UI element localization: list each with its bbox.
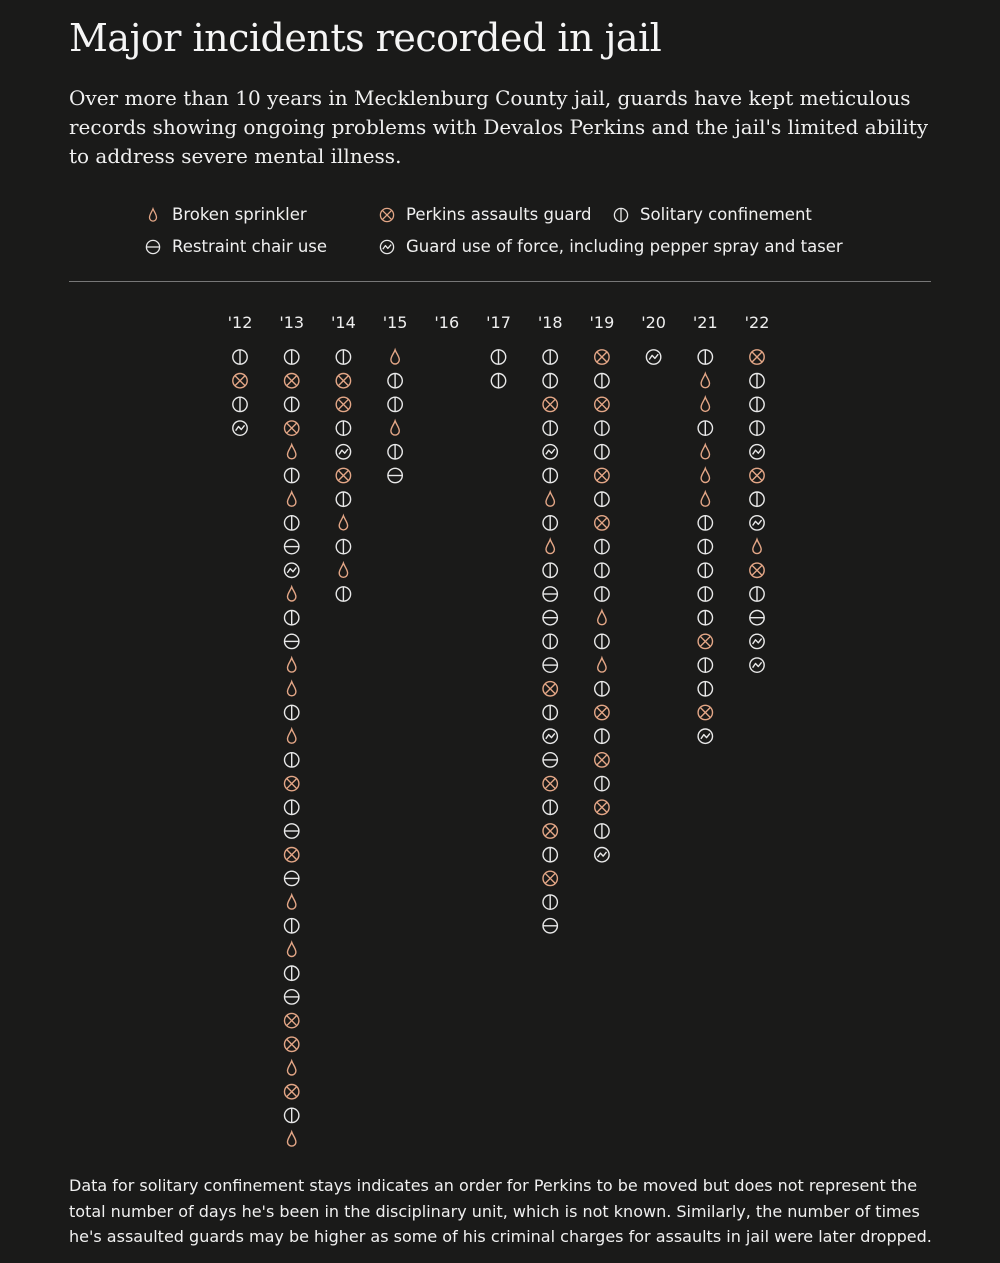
solitary-mark [595, 374, 609, 388]
force-mark [698, 729, 712, 743]
legend-label: Broken sprinkler [172, 205, 307, 224]
year-tick-label: '15 [382, 313, 408, 332]
solitary-mark [698, 682, 712, 696]
restraint-mark [285, 871, 299, 885]
year-tick-label: '19 [589, 313, 615, 332]
sprinkler-mark [391, 350, 399, 364]
force-mark [646, 350, 660, 364]
solitary-mark [543, 468, 557, 482]
force-mark [750, 634, 764, 648]
year-tick-label: '22 [744, 313, 770, 332]
restraint-mark [285, 990, 299, 1004]
sprinkler-mark [288, 1132, 296, 1146]
assault-mark [595, 468, 609, 482]
assault-mark [543, 871, 557, 885]
legend-item-restraint-chair-use [145, 237, 327, 256]
solitary-mark [698, 658, 712, 672]
sprinkler-mark [288, 587, 296, 601]
solitary-mark [285, 516, 299, 530]
solitary-mark [698, 587, 712, 601]
assault-mark [336, 374, 350, 388]
solitary-mark [698, 516, 712, 530]
solitary-mark [595, 421, 609, 435]
legend-item-solitary-confinement [613, 205, 812, 224]
sprinkler-mark [339, 516, 347, 530]
solitary-mark [543, 705, 557, 719]
assault-mark [595, 800, 609, 814]
chart-title: Major incidents recorded in jail [69, 16, 662, 60]
assault-mark [285, 374, 299, 388]
solitary-mark [285, 350, 299, 364]
legend-label: Restraint chair use [172, 237, 328, 256]
circle-horizontal-bar-icon [145, 239, 161, 255]
assault-mark [285, 1037, 299, 1051]
divider [69, 281, 931, 282]
solitary-mark [388, 445, 402, 459]
solitary-mark [595, 539, 609, 553]
solitary-mark [595, 492, 609, 506]
legend-label: Solitary confinement [640, 205, 812, 224]
assault-mark [543, 824, 557, 838]
sprinkler-mark [288, 942, 296, 956]
solitary-mark [543, 634, 557, 648]
restraint-mark [285, 824, 299, 838]
incident-chart [0, 300, 1000, 1160]
solitary-mark [491, 374, 505, 388]
solitary-mark [543, 421, 557, 435]
solitary-mark [750, 421, 764, 435]
sprinkler-mark [339, 563, 347, 577]
sprinkler-mark [598, 658, 606, 672]
solitary-mark [698, 563, 712, 577]
year-tick-label: '16 [434, 313, 460, 332]
assault-mark [336, 397, 350, 411]
sprinkler-mark [701, 492, 709, 506]
year-tick-label: '20 [641, 313, 666, 332]
restraint-mark [388, 468, 402, 482]
force-mark [285, 563, 299, 577]
assault-mark [750, 563, 764, 577]
assault-mark [285, 421, 299, 435]
sprinkler-mark [288, 729, 296, 743]
solitary-mark [388, 374, 402, 388]
solitary-mark [698, 421, 712, 435]
legend-item-broken-sprinkler [145, 205, 307, 224]
sprinkler-mark [288, 682, 296, 696]
solitary-mark [698, 611, 712, 625]
solitary-mark [491, 350, 505, 364]
sprinkler-mark [288, 445, 296, 459]
assault-mark [233, 374, 247, 388]
solitary-mark [543, 350, 557, 364]
force-mark [543, 729, 557, 743]
solitary-mark [285, 705, 299, 719]
circle-vertical-bar-icon [613, 207, 629, 223]
solitary-mark [543, 563, 557, 577]
year-tick-label: '21 [692, 313, 718, 332]
solitary-mark [698, 539, 712, 553]
restraint-mark [543, 587, 557, 601]
solitary-mark [595, 563, 609, 577]
solitary-mark [336, 587, 350, 601]
assault-mark [698, 634, 712, 648]
solitary-mark [336, 492, 350, 506]
sprinkler-mark [288, 1061, 296, 1075]
sprinkler-mark [598, 611, 606, 625]
solitary-mark [285, 800, 299, 814]
sprinkler-mark [701, 468, 709, 482]
legend-label: Guard use of force, including pepper spray and taser [406, 237, 843, 256]
circle-x-icon [379, 207, 395, 223]
solitary-mark [543, 895, 557, 909]
sprinkler-mark [288, 895, 296, 909]
solitary-mark [336, 421, 350, 435]
restraint-mark [750, 611, 764, 625]
year-tick-label: '17 [486, 313, 511, 332]
restraint-mark [285, 539, 299, 553]
solitary-mark [285, 1108, 299, 1122]
assault-mark [750, 468, 764, 482]
solitary-mark [750, 492, 764, 506]
solitary-mark [285, 468, 299, 482]
drop-icon [145, 207, 161, 223]
force-mark [750, 445, 764, 459]
force-mark [750, 658, 764, 672]
year-tick-label: '18 [537, 313, 563, 332]
sprinkler-mark [701, 397, 709, 411]
restraint-mark [543, 658, 557, 672]
sprinkler-mark [701, 445, 709, 459]
solitary-mark [233, 397, 247, 411]
solitary-mark [595, 682, 609, 696]
sprinkler-mark [546, 492, 554, 506]
solitary-mark [336, 350, 350, 364]
restraint-mark [543, 611, 557, 625]
assault-mark [543, 776, 557, 790]
solitary-mark [698, 350, 712, 364]
force-mark [543, 445, 557, 459]
solitary-mark [750, 397, 764, 411]
solitary-mark [750, 374, 764, 388]
solitary-mark [750, 587, 764, 601]
restraint-mark [543, 753, 557, 767]
sprinkler-mark [288, 658, 296, 672]
sprinkler-mark [288, 492, 296, 506]
force-mark [595, 848, 609, 862]
assault-mark [285, 776, 299, 790]
solitary-mark [543, 374, 557, 388]
chart-subtitle: Over more than 10 years in Mecklenburg County jail, guards have kept meticulous records showing ongoing problems with Devalos Perkins and the jail's limited ability to address severe mental illness. [69, 86, 929, 168]
solitary-mark [543, 848, 557, 862]
solitary-mark [595, 587, 609, 601]
assault-mark [543, 397, 557, 411]
assault-mark [595, 753, 609, 767]
sprinkler-mark [546, 539, 554, 553]
solitary-mark [285, 966, 299, 980]
solitary-mark [285, 919, 299, 933]
force-mark [233, 421, 247, 435]
restraint-mark [543, 919, 557, 933]
legend-item-perkins-assaults-guard [379, 205, 592, 224]
solitary-mark [388, 397, 402, 411]
assault-mark [595, 516, 609, 530]
solitary-mark [233, 350, 247, 364]
solitary-mark [285, 397, 299, 411]
solitary-mark [285, 753, 299, 767]
assault-mark [336, 468, 350, 482]
assault-mark [543, 682, 557, 696]
solitary-mark [336, 539, 350, 553]
solitary-mark [595, 776, 609, 790]
assault-mark [595, 350, 609, 364]
footnote: Data for solitary confinement stays indicates an order for Perkins to be moved but does not represent the total number of days he's been in the disciplinary unit, which is not known. Similarly, the number of times he's assaulted guards may be higher as some of his criminal charges for assaults in jail were later dropped. [69, 1176, 932, 1246]
legend-label: Perkins assaults guard [406, 205, 592, 224]
assault-mark [750, 350, 764, 364]
sprinkler-mark [391, 421, 399, 435]
sprinkler-mark [701, 374, 709, 388]
sprinkler-mark [753, 539, 761, 553]
assault-mark [595, 705, 609, 719]
circle-zigzag-icon [379, 239, 395, 255]
restraint-mark [285, 634, 299, 648]
solitary-mark [595, 634, 609, 648]
legend-item-guard-use-of-force [379, 237, 843, 256]
assault-mark [285, 1013, 299, 1027]
solitary-mark [543, 800, 557, 814]
solitary-mark [595, 729, 609, 743]
solitary-mark [285, 611, 299, 625]
solitary-mark [595, 445, 609, 459]
force-mark [336, 445, 350, 459]
solitary-mark [595, 824, 609, 838]
year-tick-label: '13 [279, 313, 305, 332]
year-tick-label: '12 [227, 313, 253, 332]
solitary-mark [543, 516, 557, 530]
assault-mark [698, 705, 712, 719]
assault-mark [595, 397, 609, 411]
year-tick-label: '14 [331, 313, 356, 332]
force-mark [750, 516, 764, 530]
assault-mark [285, 848, 299, 862]
assault-mark [285, 1085, 299, 1099]
